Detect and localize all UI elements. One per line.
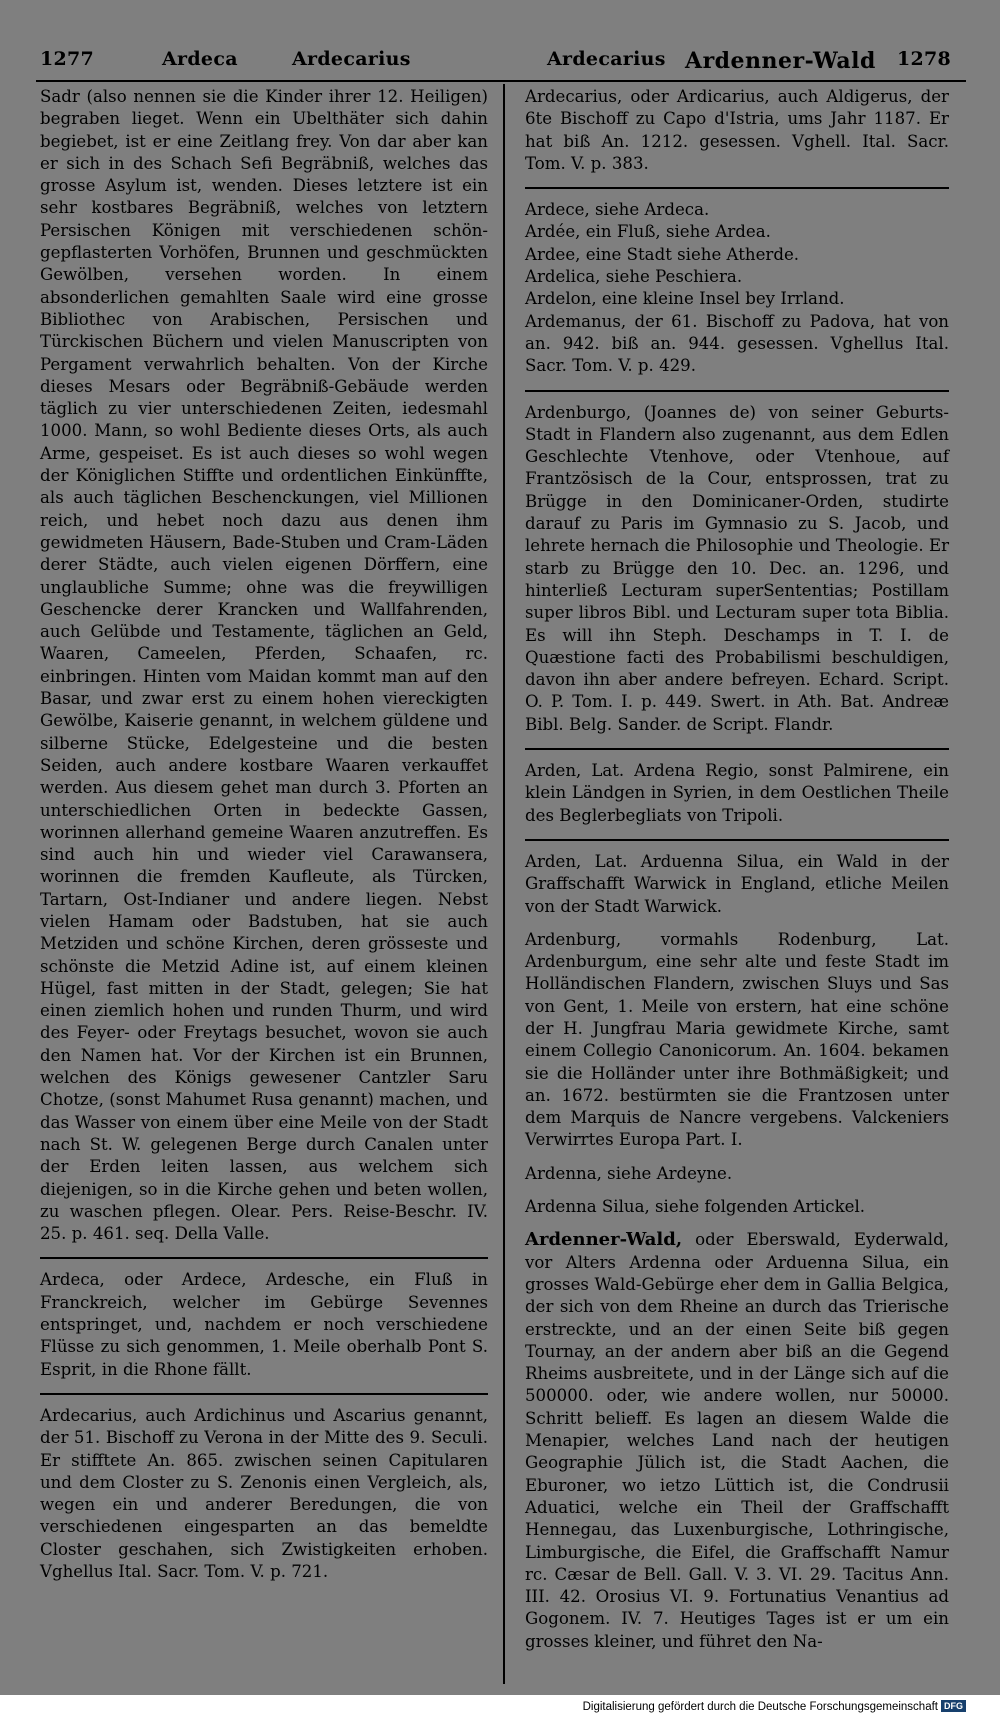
running-head-right-2: Ardenner-Wald [685, 48, 876, 74]
entry-ardenna: Ardenna, siehe Ardeyne. [525, 1163, 733, 1183]
entry-separator [525, 390, 949, 392]
entry-ardemanus: Ardemanus, der 61. Bischoff zu Padova, hat von an. 942. biß an. 944. gesessen. Vghellus Ital. Sacr. Tom. V. p. 429. [525, 311, 949, 376]
entry-separator [40, 1257, 488, 1259]
entry-arden-warwick: Arden, Lat. Arduenna Silua, ein Wald in der Graffschafft Warwick in England, etliche Meilen von der Stadt Warwick. [525, 851, 949, 916]
running-head-left-2: Ardecarius [292, 48, 411, 70]
entry-ardecarius-capodistria: Ardecarius, oder Ardicarius, auch Aldigerus, der 6te Bischoff zu Capo d'Istria, ums Jahr 1187. Er hat biß An. 1212. gesessen. Vghell. Ital. Sacr. Tom. V. p. 383. [525, 87, 949, 173]
dfg-logo-badge: DFG [941, 1700, 966, 1712]
entry-ardee-town: Ardee, eine Stadt siehe Atherde. [525, 244, 800, 264]
entry-ardeca: Ardeca, oder Ardece, Ardesche, ein Fluß in Franckreich, welcher im Gebürge Sevennes entspringet, und, nachdem er noch verschiedene Flüsse zu sich genommen, 1. Meile oberhalb Pont S. Esprit, in die Rhone fällt. [40, 1270, 488, 1379]
entry-ardenna-silua: Ardenna Silua, siehe folgenden Artickel. [525, 1197, 866, 1217]
entry-ardelon: Ardelon, eine kleine Insel bey Irrland. [525, 289, 845, 309]
header-rule [36, 80, 966, 82]
entry-ardelica: Ardelica, siehe Peschiera. [525, 267, 743, 287]
entry-ardecarius-verona: Ardecarius, auch Ardichinus und Ascarius genannt, der 51. Bischoff zu Verona in der Mitte des 9. Seculi. Er stifftete An. 865. zwischen seinen Capitularen und dem Closter zu S. Zenonis einen Vergleich, als, wegen ein und anderer Beredungen, die von verschiedenen eingesparten an das bemeldte Closter geschahen, sich Zwistigkeiten erhoben. Vghellus Ital. Sacr. Tom. V. p. 721. [40, 1405, 488, 1581]
funding-footer [583, 1700, 966, 1713]
entry-separator [525, 839, 949, 841]
entry-ardenner-wald [525, 1229, 949, 1653]
entry-separator [40, 1393, 488, 1395]
entry-ardenner-wald-text: oder Eberswald, Eyderwald, vor Alters Ardenna oder Arduenna Silua, ein grosses Wald-Gebürge eher dem in Gallia Belgica, der sich von dem Rheine an durch das Trierische erstreckte, und an der einen Seite biß gegen Tournay, an der andern aber biß an die Gegend Rheims ausbreitete, und in der Länge sich auf die 500000. oder, wie andere wollen, nur 50000. Schritt belieff. Es lagen an diesem Walde die Menapier, welches Land nach der heutigen Geographie Jülich ist, die Stadt Aachen, die Eburoner, wo ietzo Lüttich ist, die Condrusii Aduatici, welche ein Theil der Graffschafft Hennegau, das Luxenburgische, Lothringische, Limburgische, die Eifel, die Graffschafft Namur rc. Cæsar de Bell. Gall. V. 3. VI. 29. Tacitus Ann. III. 42. Orosius VI. 9. Fortunatius Venantius ad Gogonem. IV. 7. Heutiges Tages ist er um ein grosses kleiner, und führet den Na- [525, 1230, 949, 1651]
entry-ardece: Ardece, siehe Ardeca. [525, 200, 710, 220]
entry-separator [525, 748, 949, 750]
entry-arden-syria: Arden, Lat. Ardena Regio, sonst Palmirene, ein klein Ländgen in Syrien, in dem Oestlichen Theile des Beglerbegliats von Tripoli. [525, 761, 949, 825]
page-number-left: 1277 [40, 48, 95, 70]
left-column [40, 86, 488, 1583]
entry-headword: Ardenner-Wald, [525, 1229, 683, 1251]
entry-ardenburg: Ardenburg, vormahls Rodenburg, Lat. Ardenburgum, eine sehr alte und feste Stadt im Holländischen Flandern, zwischen Sluys und Sas von Gent, 1. Meile von erstern, hat eine schöne der H. Jungfrau Maria gewidmete Kirche, samt einem Collegio Canonicorum. An. 1604. bekamen sie die Holländer unter ihre Bothmäßigkeit; und an. 1672. bestürmten sie die Frantzosen unter dem Marquis de Nancre vergebens. Valckeniers Verwirrtes Europa Part. I. [525, 929, 949, 1150]
entry-separator [525, 187, 949, 189]
page-number-right: 1278 [897, 48, 952, 70]
entry-ardenburgo: Ardenburgo, (Joannes de) von seiner Geburts-Stadt in Flandern also zugenannt, aus dem Edlen Geschlechte Vtenhove, oder Vtenhoue, auf Frantzösisch de la Cour, entsprossen, trat zu Brügge in den Dominicaner-Orden, studirte darauf zu Paris im Gymnasio zu S. Jacob, und lehrete hernach die Philosophie und Theologie. Er starb zu Brügge den 10. Dec. an. 1296, und hinterließ Lecturam superSententias; Postillam super libros Bibl. und Lecturam super tota Biblia. Es will ihn Steph. Deschamps in T. I. de Quæstione facti des Probabilismi beschuldigen, davon ihn aber andere befreyen. Echard. Script. O. P. Tom. I. p. 449. Swert. in Ath. Bat. Andreæ Bibl. Belg. Sander. de Script. Flandr. [525, 402, 949, 734]
running-head-right-1: Ardecarius [547, 48, 666, 70]
running-head-left-1: Ardeca [162, 48, 238, 70]
column-divider [503, 84, 505, 1684]
entry-ardee-river: Ardée, ein Fluß, siehe Ardea. [525, 222, 771, 242]
footer-text: Digitalisierung gefördert durch die Deutsche Forschungsgemeinschaft [582, 1701, 938, 1713]
entry-ardebil-continuation: Sadr (also nennen sie die Kinder ihrer 12. Heiligen) begraben lieget. Wenn ein Ubelthäter sich dahin begiebet, ist er eine Zeitlang frey. Von dar aber kan er sich in des Schach Sefi Begräbniß, welches das grosse Asylum ist, wenden. Dieses letztere ist ein sehr kostbares Begräbniß, welches von letztern Persischen Königen mit verschiedenen schön-gepflasterten Vorhöfen, Brunnen und geschmückten Gewölben, versehen worden. In einem absonderlichen gemahlten Saale wird eine grosse Bibliothec von Arabischen, Persischen und Türckischen Büchern und vielen Manuscripten von Pergament verwahrlich behalten. Von der Kirche dieses Mesars oder Begräbniß-Gebäude werden täglich zu vier unterschiedenen Zeiten, iedesmahl 1000. Mann, so wohl Bediente dieses Orts, als auch Arme, gespeiset. Es ist auch dieses so wohl wegen der Königlichen Stiffte und ordentlichen Einkünffte, als auch täglichen Beschenckungen, viel Millionen reich, und hebet noch dazu aus denen ihm gewidmeten Häusern, Bade-Stuben und Cram-Läden derer Städte, auch vielen eigenen Dörffern, eine unglaubliche Summe; ohne was die freywilligen Geschencke derer Krancken und Wallfahrenden, auch Gelübde und Testamente, täglichen an Geld, Waaren, Cameelen, Pferden, Schaafen, rc. einbringen. Hinten vom Maidan kommt man auf den Basar, und zwar erst zu einem hohen viereckigten Gewölbe, Kaiserie genannt, in welchem güldene und silberne Stücke, Edelgesteine und die besten Seiden, auch andere kostbare Waaren verkauffet werden. Aus diesem gehet man durch 3. Pforten an unterschiedlichen Orten in bedeckte Gassen, worinnen allerhand gemeine Waaren anzutreffen. Es sind auch hin und wieder viel Carawansera, worinnen die fremden Kaufleute, als Türcken, Tartarn, Ost-Indianer und andere liegen. Nebst vielen Hamam oder Badstuben, hat sie auch Metziden und schöne Kirchen, deren grösseste und schönste die Metzid Adine ist, auf einem kleinen Hügel, fast mitten in der Stadt, gelegen; Sie hat einen ziemlich hohen und runden Thurm, und wird des Feyer- oder Freytags besuchet, wovon sie auch den Namen hat. Vor der Kirchen ist ein Brunnen, welchen des Königs gewesener Cantzler Saru Chotze, (sonst Mahumet Rusa genannt) machen, und das Wasser von einem über eine Meile von der Stadt nach St. W. gelegenen Berge durch Canalen unter der Erden leiten lassen, aus welchem sich diejenigen, so in die Kirche gehen und beten wollen, zu waschen pflegen. Olear. Pers. Reise-Beschr. IV. 25. p. 461. seq. Della Valle. [40, 87, 488, 1244]
right-column [525, 86, 949, 1653]
